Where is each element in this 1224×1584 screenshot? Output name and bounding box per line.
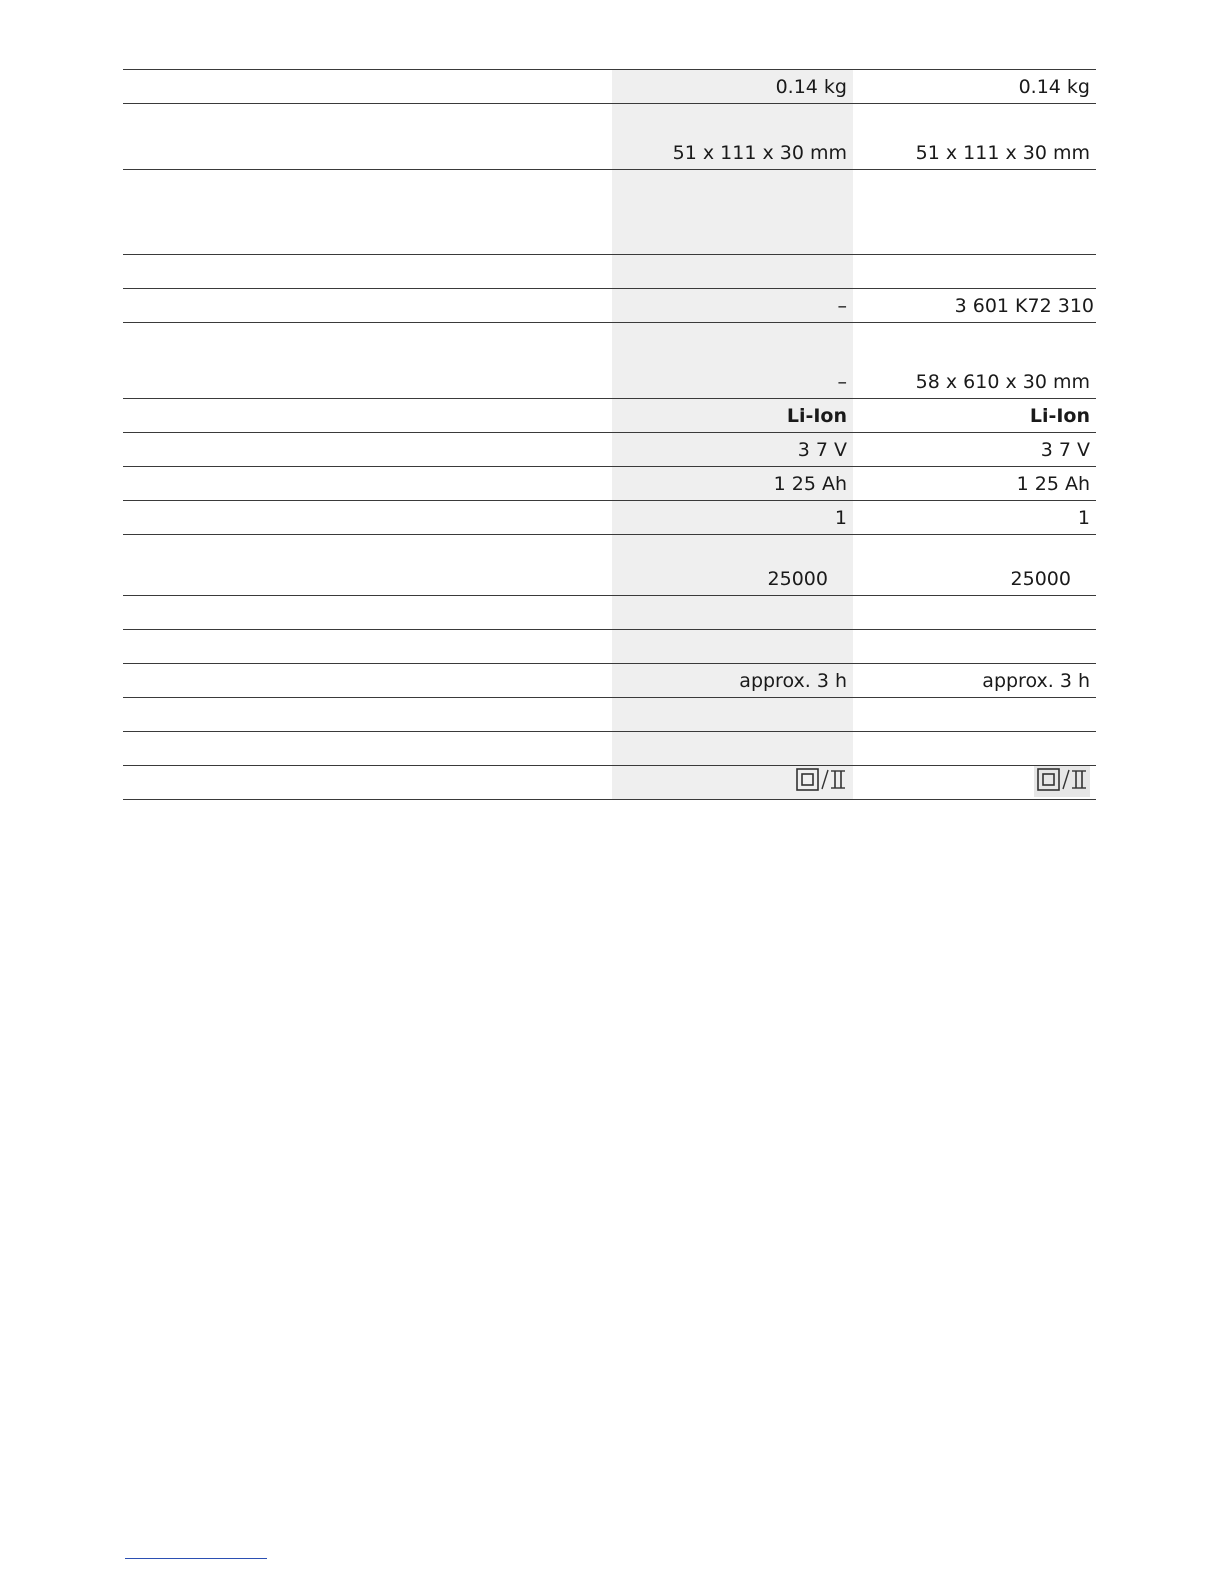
value-cell-a [612, 170, 853, 255]
value-cell-b [853, 170, 1096, 255]
row-label [123, 630, 612, 664]
table-row [123, 289, 1096, 323]
value-cell-b: Li-Ion [1029, 405, 1090, 427]
row-label [123, 323, 612, 399]
value-cell-a: 51 x 111 x 30 mm [612, 104, 853, 170]
value-cell-b: 0.14 kg [1018, 76, 1090, 98]
table-row [123, 70, 1096, 104]
row-label [123, 289, 612, 323]
table-row [123, 501, 1096, 535]
value-cell-a: – [612, 323, 853, 399]
table-row [123, 630, 1096, 664]
table-row [123, 104, 1096, 170]
value-cell-a: 1 [612, 501, 853, 535]
value-cell-b: 25000 [1010, 568, 1071, 590]
value-cell-b [853, 732, 1096, 766]
table-row [123, 467, 1096, 501]
value-cell-a [612, 630, 853, 664]
value-cell-a: – [612, 289, 853, 323]
table-row [123, 535, 1096, 596]
value-cell-a [612, 596, 853, 630]
value-cell-a [612, 732, 853, 766]
value-cell-b [853, 766, 1096, 800]
protection-class-ii-icon [1034, 766, 1090, 797]
value-cell-b [853, 255, 1096, 289]
table-row [123, 170, 1096, 255]
value-cell-b: approx. 3 h [982, 670, 1090, 692]
row-label [123, 399, 612, 433]
value-cell-a: approx. 3 h [612, 664, 853, 698]
row-label [123, 104, 612, 170]
table-row [123, 399, 1096, 433]
row-label [123, 255, 612, 289]
value-cell-a [612, 766, 853, 800]
table-row [123, 433, 1096, 467]
row-label [123, 170, 612, 255]
row-label [123, 732, 612, 766]
value-cell-a [612, 698, 853, 732]
table-row [123, 255, 1096, 289]
row-label [123, 467, 612, 501]
value-cell-b: 1 [1077, 507, 1090, 529]
value-cell-b: 3 7 V [1040, 439, 1090, 461]
value-cell-a: Li-Ion [612, 399, 853, 433]
row-label [123, 501, 612, 535]
row-label [123, 535, 612, 596]
table-row [123, 323, 1096, 399]
table-row [123, 698, 1096, 732]
footnote-separator [125, 1558, 267, 1559]
value-cell-b [853, 596, 1096, 630]
table-row [123, 766, 1096, 800]
value-cell-a: 1 25 Ah [612, 467, 853, 501]
table-row [123, 596, 1096, 630]
value-cell-b [853, 630, 1096, 664]
value-cell-b: 51 x 111 x 30 mm [915, 142, 1090, 164]
value-cell-a [612, 255, 853, 289]
row-label [123, 70, 612, 104]
technical-data-table [123, 69, 1096, 800]
value-cell-b: 3 601 K72 310 [954, 295, 1094, 317]
value-cell-a: 3 7 V [612, 433, 853, 467]
value-cell-a: 0.14 kg [612, 70, 853, 104]
value-cell-b: 58 x 610 x 30 mm [915, 371, 1090, 393]
row-label [123, 698, 612, 732]
value-cell-a: 25000 [612, 535, 853, 596]
row-label [123, 766, 612, 800]
table-row [123, 732, 1096, 766]
value-cell-b [853, 698, 1096, 732]
protection-class-ii-icon [795, 766, 847, 797]
value-cell-b: 1 25 Ah [1016, 473, 1090, 495]
row-label [123, 596, 612, 630]
table-row [123, 664, 1096, 698]
row-label [123, 664, 612, 698]
row-label [123, 433, 612, 467]
